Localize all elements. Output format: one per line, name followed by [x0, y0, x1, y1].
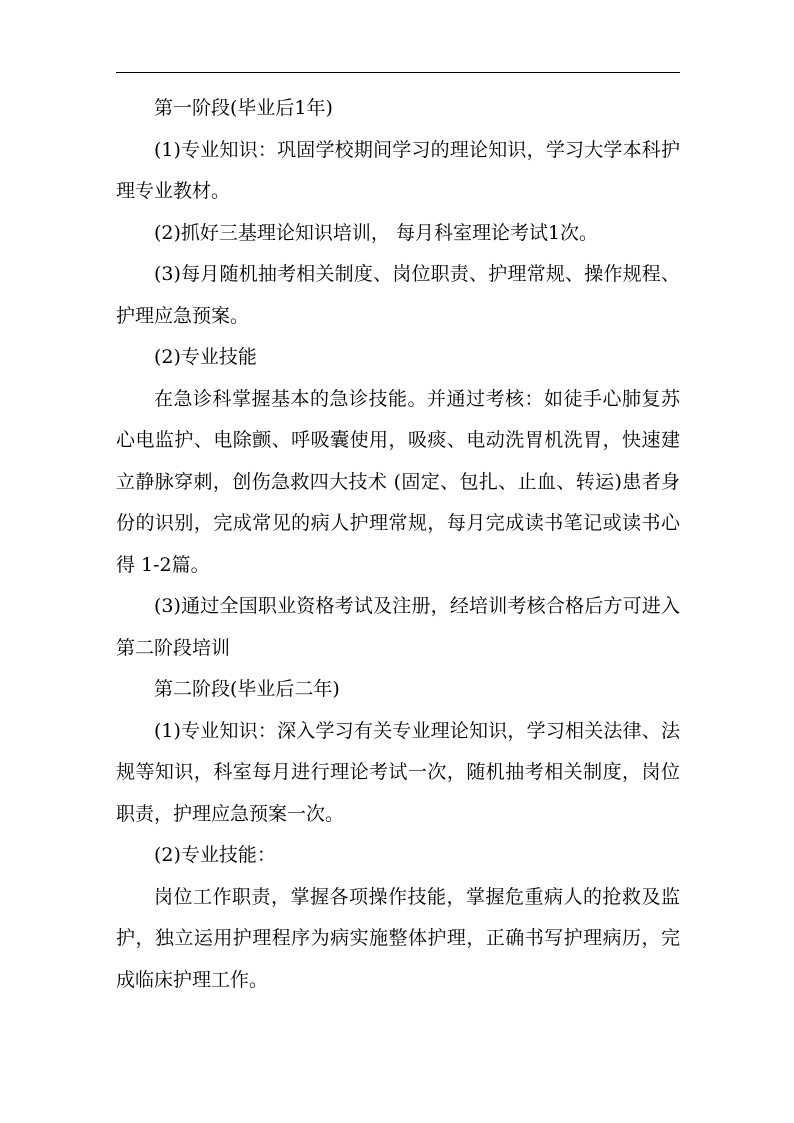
stage-one-skills-heading: (2)专业技能 — [154, 346, 257, 368]
stage-one-heading: 第一阶段(毕业后1年) — [154, 97, 333, 119]
paragraph-stage-one-skills: 在急诊科掌握基本的急诊技能。并通过考核：如徒手心肺复苏心电监护、电除颤、呼吸囊使用，吸痰、电动洗胃机洗胃，快速建立静脉穿刺，创伤急救四大技术 (固定、包扎、止血、转运)患者身份的识别，完成常见的病人护理常规，每月完成读书笔记或读书心得 1-2篇。 — [116, 387, 680, 576]
paragraph-stage-one-exams: (3)每月随机抽考相关制度、岗位职责、护理常规、操作规程、护理应急预案。 — [116, 263, 680, 327]
paragraph-stage-two-knowledge: (1)专业知识：深入学习有关专业理论知识，学习相关法律、法规等知识，科室每月进行理论考试一次，随机抽考相关制度，岗位职责，护理应急预案一次。 — [116, 719, 680, 825]
paragraph-stage-two-skills: 岗位工作职责，掌握各项操作技能，掌握危重病人的抢救及监护，独立运用护理程序为病实施整体护理，正确书写护理病历，完成临床护理工作。 — [116, 885, 680, 991]
stage-two-heading: 第二阶段(毕业后二年) — [154, 678, 340, 700]
paragraph-stage-one-knowledge: (1)专业知识：巩固学校期间学习的理论知识，学习大学本科护理专业教材。 — [116, 138, 680, 202]
paragraph-stage-one-certification: (3)通过全国职业资格考试及注册，经培训考核合格后方可进入第二阶段培训 — [116, 595, 680, 659]
paragraph-stage-one-training: (2)抓好三基理论知识培训， 每月科室理论考试1次。 — [154, 221, 599, 244]
header-rule — [116, 72, 680, 73]
document-body — [116, 88, 680, 1001]
stage-two-skills-heading: (2)专业技能： — [154, 844, 276, 866]
